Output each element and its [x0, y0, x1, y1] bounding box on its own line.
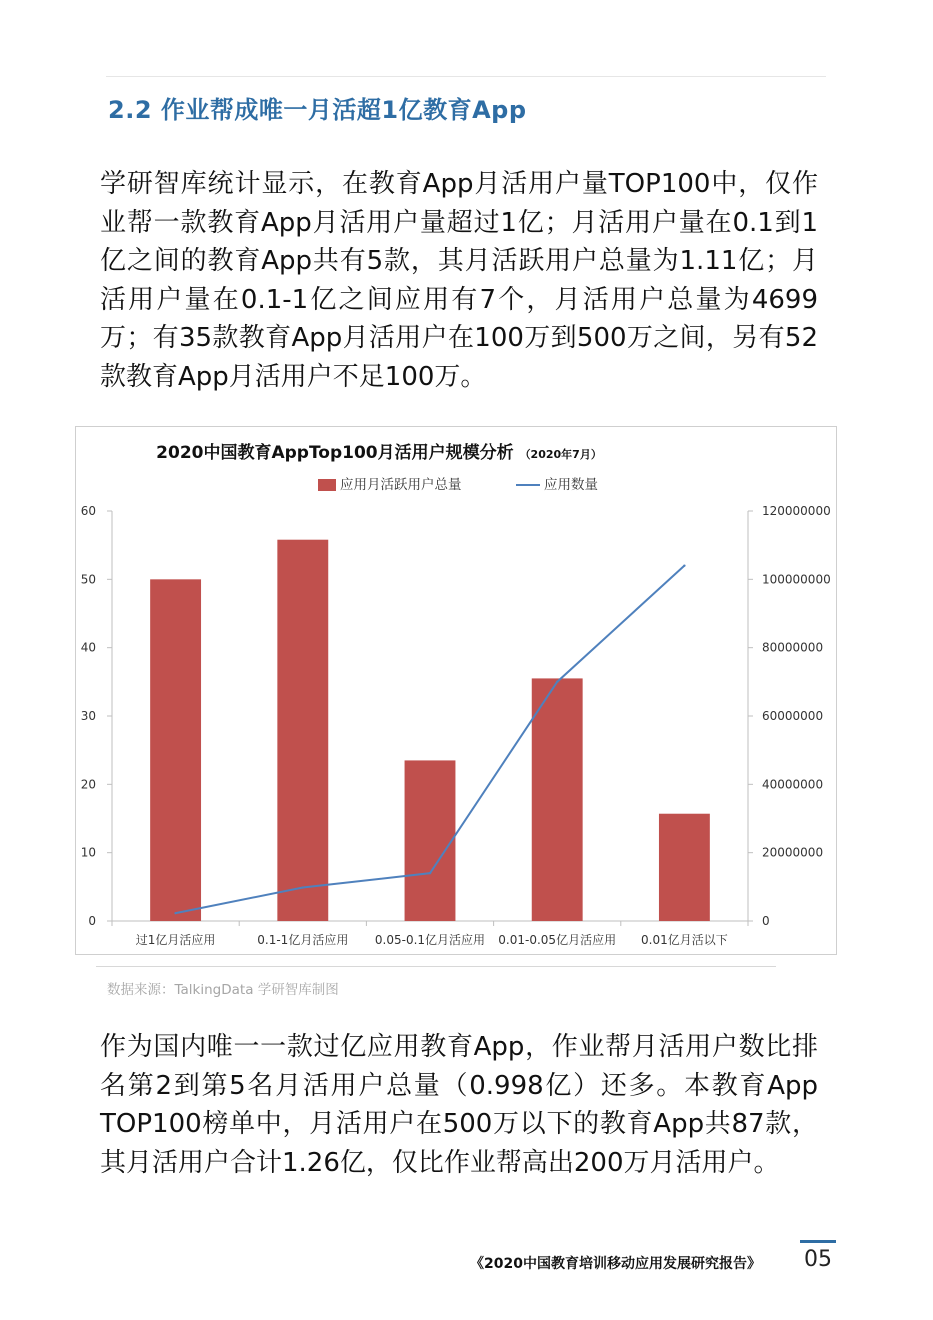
chart-title-text	[156, 442, 602, 463]
bar-5	[659, 814, 710, 921]
y-right-tick-label: 0	[762, 914, 770, 928]
body-paragraph-2: 作为国内唯一一款过亿应用教育App，作业帮月活用户数比排名第2到第5名月活用户总量（0.998亿）还多。本教育App TOP100榜单中，月活用户在500万以下的教育App共87款，其月活用户合计1.26亿，仅比作业帮高出200万月活用户。	[100, 1032, 818, 1178]
y-right-tick-label: 40000000	[762, 777, 824, 792]
footer-accent-bar	[800, 1240, 836, 1243]
bar-1	[150, 579, 201, 921]
bar-2	[277, 540, 328, 921]
source-divider	[96, 966, 776, 967]
legend-label-bar: 应用月活跃用户总量	[340, 477, 462, 493]
footer-report-title: 《2020中国教育培训移动应用发展研究报告》	[470, 1256, 761, 1272]
legend-swatch-bar	[318, 479, 336, 491]
y-left-tick-label: 10	[80, 845, 96, 860]
y-left-tick-label: 50	[80, 572, 96, 587]
section-title: 2.2 作业帮成唯一月活超1亿教育App	[108, 96, 527, 124]
y-right-tick-label: 20000000	[762, 845, 824, 860]
page-number: 05	[804, 1247, 832, 1272]
source-note: 数据来源：TalkingData 学研智库制图	[107, 982, 339, 998]
x-tick-label: 0.01-0.05亿月活应用	[498, 933, 617, 947]
y-right-tick-label: 80000000	[762, 640, 824, 655]
top-divider	[106, 76, 826, 77]
chart-svg	[76, 427, 836, 954]
line-point-5	[683, 564, 685, 566]
chart-title: 2020中国教育AppTop100月活用户规模分析	[156, 443, 514, 463]
x-tick-label: 0.1-1亿月活应用	[257, 933, 349, 947]
y-left-tick-label: 0	[88, 914, 96, 928]
line-point-2	[302, 886, 304, 888]
y-left-tick-label: 20	[80, 777, 96, 792]
y-right-tick-label: 100000000	[762, 572, 831, 587]
body-paragraph-1: 学研智库统计显示，在教育App月活用户量TOP100中，仅作业帮一款教育App月活用户量超过1亿；月活用户量在0.1到1亿之间的教育App共有5款，其月活跃用户总量为1.11亿；月活用户量在0.1-1亿之间应用有7个，月活用户总量为4699万；有35款教育App月活用户在100万到500万之间，另有52款教育App月活用户不足100万。	[100, 169, 818, 392]
y-right-tick-label: 120000000	[762, 504, 831, 518]
bar-3	[405, 760, 456, 921]
chart-legend	[318, 476, 598, 493]
line-point-3	[429, 872, 431, 874]
y-left-tick-label: 40	[80, 640, 96, 655]
x-tick-label: 过1亿月活应用	[135, 933, 216, 947]
y-right-tick-label: 60000000	[762, 709, 824, 723]
chart-container	[75, 426, 837, 955]
y-left-tick-label: 30	[80, 709, 96, 723]
line-point-4	[556, 681, 558, 683]
bar-4	[532, 678, 583, 921]
chart-subtitle: （2020年7月）	[519, 448, 602, 461]
chart-bars	[150, 540, 710, 921]
y-left-tick-label: 60	[80, 504, 96, 518]
line-point-1	[174, 912, 176, 914]
x-tick-label: 0.01亿月活以下	[641, 933, 728, 947]
legend-label-line: 应用数量	[544, 477, 598, 493]
x-tick-label: 0.05-0.1亿月活应用	[374, 933, 486, 947]
